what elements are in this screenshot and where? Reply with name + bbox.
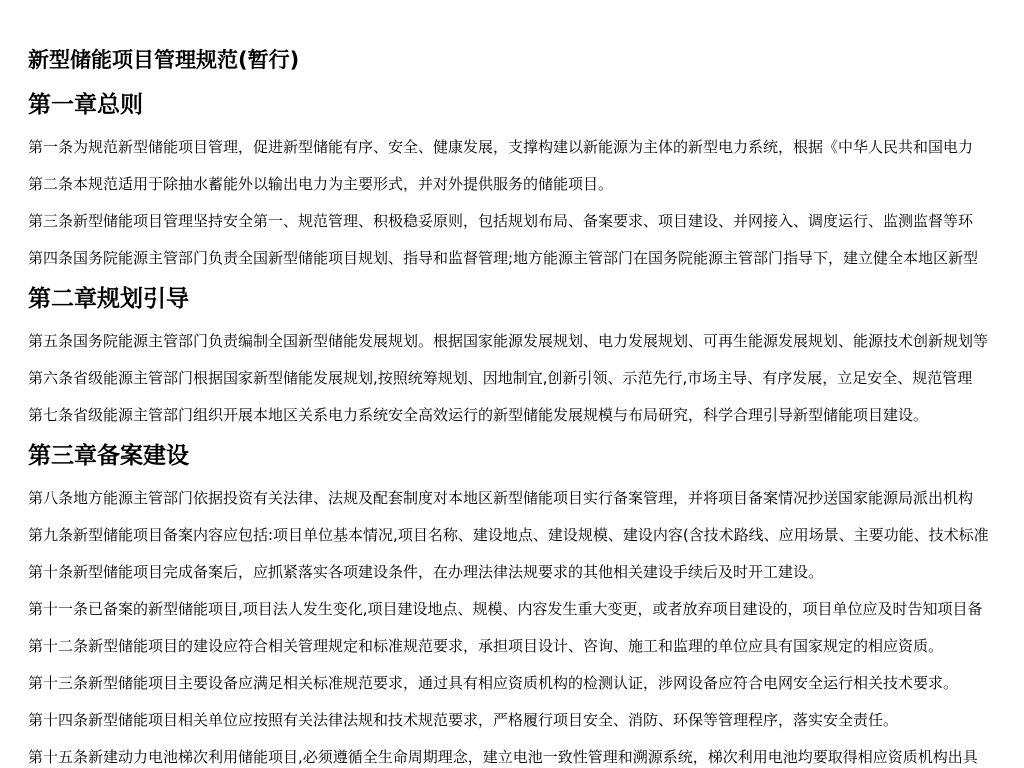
article-paragraph: 第一条为规范新型储能项目管理，促进新型储能有序、安全、健康发展，支撑构建以新能源为主体的新型电力系统，根据《中华人民共和国电力 <box>28 138 974 156</box>
article-paragraph: 第十四条新型储能项目相关单位应按照有关法律法规和技术规范要求，严格履行项目安全、消防、环保等管理程序，落实安全责任。 <box>28 711 899 729</box>
article-paragraph: 第六条省级能源主管部门根据国家新型储能发展规划,按照统筹规划、因地制宜,创新引领、示范先行,市场主导、有序发展，立足安全、规范管理 <box>28 369 973 387</box>
article-paragraph: 第二条本规范适用于除抽水蓄能外以输出电力为主要形式，并对外提供服务的储能项目。 <box>28 175 614 193</box>
chapter-title: 第二章规划引导 <box>28 286 189 312</box>
document-title: 新型储能项目管理规范(暂行) <box>28 48 300 72</box>
article-paragraph: 第十五条新建动力电池梯次利用储能项目,必须遵循全生命周期理念，建立电池一致性管理和溯源系统，梯次利用电池均要取得相应资质机构出具 <box>28 748 978 766</box>
article-paragraph: 第五条国务院能源主管部门负责编制全国新型储能发展规划。根据国家能源发展规划、电力发展规划、可再生能源发展规划、能源技术创新规划等 <box>28 332 989 350</box>
article-paragraph: 第七条省级能源主管部门组织开展本地区关系电力系统安全高效运行的新型储能发展规模与布局研究，科学合理引导新型储能项目建设。 <box>28 406 929 424</box>
chapter-title: 第一章总则 <box>28 92 143 118</box>
article-paragraph: 第三条新型储能项目管理坚持安全第一、规范管理、积极稳妥原则，包括规划布局、备案要求、项目建设、并网接入、调度运行、监测监督等环 <box>28 212 974 230</box>
article-paragraph: 第四条国务院能源主管部门负责全国新型储能项目规划、指导和监督管理;地方能源主管部门在国务院能源主管部门指导下，建立健全本地区新型 <box>28 249 979 267</box>
article-paragraph: 第十三条新型储能项目主要设备应满足相关标准规范要求，通过具有相应资质机构的检测认证，涉网设备应符合电网安全运行相关技术要求。 <box>28 674 959 692</box>
article-paragraph: 第九条新型储能项目备案内容应包括:项目单位基本情况,项目名称、建设地点、建设规模、建设内容(含技术路线、应用场景、主要功能、技术标准 <box>28 526 989 544</box>
article-paragraph: 第八条地方能源主管部门依据投资有关法律、法规及配套制度对本地区新型储能项目实行备案管理，并将项目备案情况抄送国家能源局派出机构 <box>28 489 974 507</box>
article-paragraph: 第十条新型储能项目完成备案后，应抓紧落实各项建设条件，在办理法律法规要求的其他相关建设手续后及时开工建设。 <box>28 563 824 581</box>
chapter-title: 第三章备案建设 <box>28 443 189 469</box>
article-paragraph: 第十一条已备案的新型储能项目,项目法人发生变化,项目建设地点、规模、内容发生重大变更，或者放弃项目建设的，项目单位应及时告知项目备 <box>28 600 983 618</box>
article-paragraph: 第十二条新型储能项目的建设应符合相关管理规定和标准规范要求，承担项目设计、咨询、施工和监理的单位应具有国家规定的相应资质。 <box>28 637 944 655</box>
